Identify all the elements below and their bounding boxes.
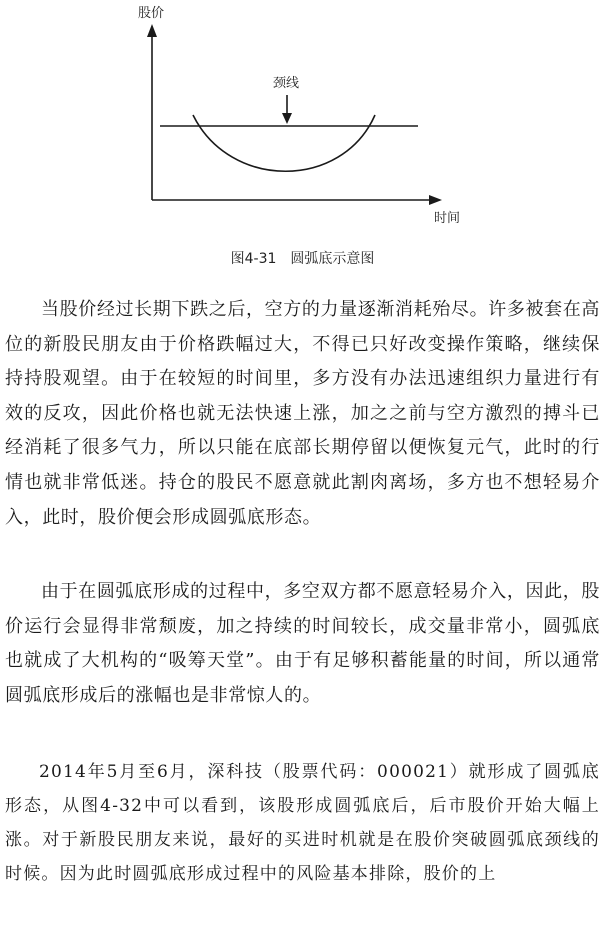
rounding-bottom-curve	[193, 115, 375, 171]
neckline-label: 颈线	[273, 76, 300, 91]
diagram-svg	[0, 0, 605, 275]
y-axis-label: 股价	[138, 6, 165, 21]
paragraph-accumulation: 由于在圆弧底形成的过程中，多空双方都不愿意轻易介入，因此，股价运行会显得非常颓废，加之持续的时间较长，成交量非常小，圆弧底也就成了大机构的“吸筹天堂”。由于有足够积蓄能量的时间，所以通常圆弧底形成后的涨幅也是非常惊人的。	[5, 581, 600, 706]
x-axis-label: 时间	[434, 211, 461, 226]
x-axis-arrowhead	[429, 195, 442, 205]
figure-caption: 图4-31 圆弧底示意图	[230, 251, 375, 267]
y-axis-arrowhead	[147, 24, 157, 37]
paragraph-rounding-bottom-formation: 当股价经过长期下跌之后，空方的力量逐渐消耗殆尽。许多被套在高位的新股民朋友由于价格跌幅过大，不得已只好改变操作策略，继续保持持股观望。由于在较短的时间里，多方没有办法迅速组织力量进行有效的反攻，因此价格也就无法快速上涨，加之之前与空方激烈的搏斗已经消耗了很多气力，所以只能在底部长期停留以便恢复元气，此时的行情也就非常低迷。持仓的股民不愿意就此割肉离场，多方也不想轻易介入，此时，股价便会形成圆弧底形态。	[5, 299, 600, 528]
neckline-pointer-arrowhead	[282, 113, 292, 124]
paragraph-example: 2014年5月至6月，深科技（股票代码：000021）就形成了圆弧底形态，从图4-32中可以看到，该股形成圆弧底后，后市股价开始大幅上涨。对于新股民朋友来说，最好的买进时机就是在股价突破圆弧底颈线的时候。因为此时圆弧底形成过程中的风险基本排除，股价的上	[5, 762, 600, 884]
rounding-bottom-diagram	[0, 0, 605, 275]
